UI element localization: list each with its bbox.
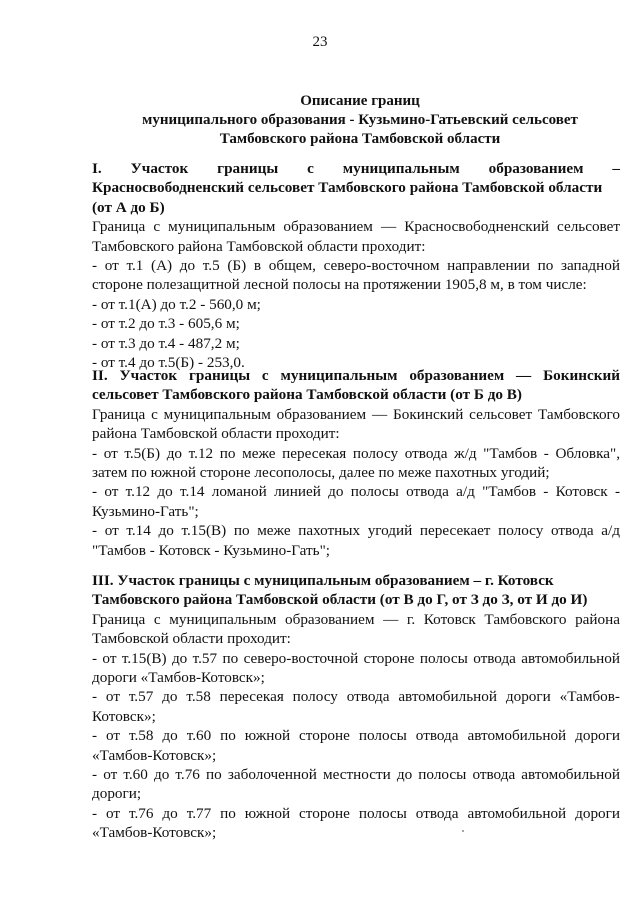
title-line-2: муниципального образования - Кузьмино-Гатьевский сельсовет bbox=[142, 112, 578, 128]
section-3-item-1-line-1: - от т.15(В) до т.57 по северо-восточной стороне полосы отвода автомобильной bbox=[92, 649, 620, 667]
section-3-item-5-line-1: - от т.76 до т.77 по южной стороне полосы отвода автомобильной дороги bbox=[92, 804, 620, 822]
section-3-heading-line-2: Тамбовского района Тамбовской области (от В до Г, от З до З, от И до И) bbox=[92, 591, 588, 609]
title-line-1: Описание границ bbox=[300, 93, 420, 109]
document-title bbox=[60, 92, 640, 149]
section-2-intro-line-1: Граница с муниципальным образованием — Бокинский сельсовет Тамбовского bbox=[92, 405, 620, 423]
section-1-item-1-line-2: стороне полезащитной лесной полосы на протяжении 1905,8 м, в том числе: bbox=[92, 276, 587, 294]
title-line-3: Тамбовского района Тамбовской области bbox=[219, 131, 501, 147]
section-1-heading-line-2: Красносвободненский сельсовет Тамбовского района Тамбовской области bbox=[92, 179, 603, 197]
section-3-item-3-line-2: «Тамбов-Котовск»; bbox=[92, 746, 217, 764]
section-1-heading-line-1: I. Участок границы с муниципальным образованием – bbox=[92, 160, 620, 177]
section-2-item-2-line-1: - от т.12 до т.14 ломаной линией до полосы отвода а/д "Тамбов - Котовск - bbox=[92, 483, 620, 501]
section-1-intro-line-2: Тамбовского района Тамбовской области проходит: bbox=[92, 237, 426, 255]
section-1-intro-line-1: Граница с муниципальным образованием — Красносвободненский сельсовет bbox=[92, 218, 620, 236]
section-2 bbox=[92, 366, 620, 560]
section-2-intro-line-2: района Тамбовской области проходит: bbox=[92, 425, 340, 443]
section-2-item-1-line-1: - от т.5(Б) до т.12 по меже пересекая полосу отвода ж/д "Тамбов - Обловка", bbox=[92, 444, 620, 462]
section-2-heading-line-2: сельсовет Тамбовского района Тамбовской области (от Б до В) bbox=[92, 386, 522, 404]
section-1-heading-line-3: (от А до Б) bbox=[92, 198, 165, 216]
page-number: 23 bbox=[312, 34, 328, 50]
section-1-item-3: - от т.2 до т.3 - 605,6 м; bbox=[92, 315, 240, 333]
section-1 bbox=[92, 159, 620, 372]
section-3-intro-line-1: Граница с муниципальным образованием — г. Котовск Тамбовского района bbox=[92, 610, 620, 628]
section-3 bbox=[92, 571, 620, 843]
section-1-item-5: - от т.4 до т.5(Б) - 253,0. bbox=[92, 354, 245, 372]
section-1-item-1-line-1: - от т.1 (А) до т.5 (Б) в общем, северо-восточном направлении по западной bbox=[92, 257, 620, 275]
section-1-item-2: - от т.1(А) до т.2 - 560,0 м; bbox=[92, 295, 261, 313]
section-1-item-4: - от т.3 до т.4 - 487,2 м; bbox=[92, 334, 240, 352]
section-3-item-5-line-2: «Тамбов-Котовск»; bbox=[92, 824, 217, 842]
section-2-item-3-line-2: "Тамбов - Котовск - Кузьмино-Гать"; bbox=[92, 541, 330, 559]
section-2-item-2-line-2: Кузьмино-Гать"; bbox=[92, 502, 199, 520]
section-3-item-2-line-1: - от т.57 до т.58 пересекая полосу отвода автомобильной дороги «Тамбов- bbox=[92, 688, 620, 706]
section-2-item-3-line-1: - от т.14 до т.15(В) по меже пахотных угодий пересекает полосу отвода а/д bbox=[92, 522, 620, 540]
section-3-item-4-line-1: - от т.60 до т.76 по заболоченной местности до полосы отвода автомобильной bbox=[92, 766, 620, 784]
section-3-item-3-line-1: - от т.58 до т.60 по южной стороне полосы отвода автомобильной дороги bbox=[92, 727, 620, 745]
section-3-item-4-line-2: дороги; bbox=[92, 785, 142, 803]
scan-speck bbox=[462, 830, 464, 832]
section-3-intro-line-2: Тамбовской области проходит: bbox=[92, 630, 291, 648]
section-3-item-1-line-2: дороги «Тамбов-Котовск»; bbox=[92, 669, 265, 687]
section-2-heading-line-1: II. Участок границы с муниципальным образованием — Бокинский bbox=[92, 367, 620, 384]
section-2-item-1-line-2: затем по южной стороне лесополосы, далее по меже пахотных угодий; bbox=[92, 464, 550, 482]
section-3-heading-line-1: III. Участок границы с муниципальным образованием – г. Котовск bbox=[92, 572, 554, 589]
section-3-item-2-line-2: Котовск»; bbox=[92, 707, 156, 725]
